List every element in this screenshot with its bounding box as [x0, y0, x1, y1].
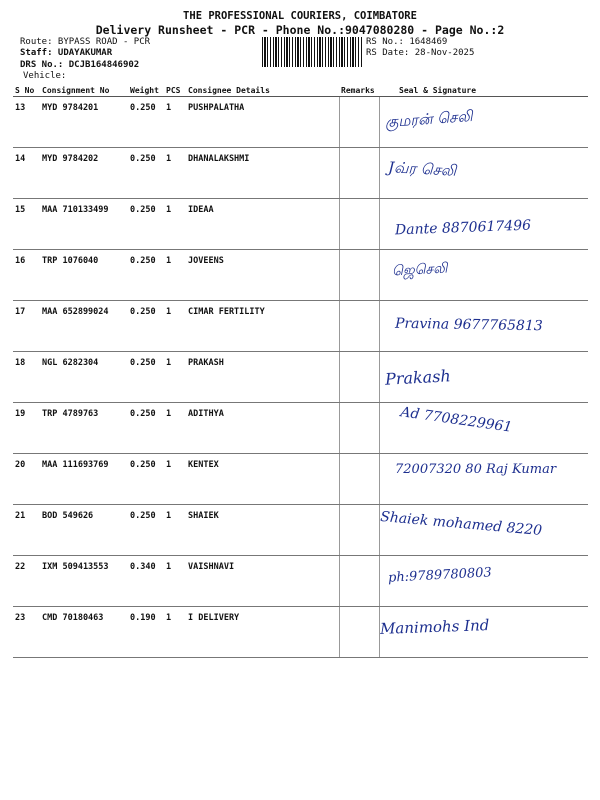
cell-remarks	[339, 148, 379, 199]
cell-weight: 0.250	[128, 148, 164, 199]
cell-weight: 0.250	[128, 301, 164, 352]
cell-remarks	[339, 352, 379, 403]
cell-sno: 19	[13, 403, 40, 454]
barcode	[262, 37, 362, 67]
col-consignee: Consignee Details	[186, 84, 339, 97]
col-remarks: Remarks	[339, 84, 379, 97]
cell-cno: TRP 1076040	[40, 250, 128, 301]
cell-weight: 0.190	[128, 607, 164, 658]
cell-pcs: 1	[164, 556, 186, 607]
cell-consignee: PUSHPALATHA	[186, 97, 339, 148]
handwritten-signature: Ad 7708229961	[399, 404, 514, 436]
company-title: THE PROFESSIONAL COURIERS, COIMBATORE	[183, 10, 417, 22]
cell-weight: 0.250	[128, 199, 164, 250]
cell-remarks	[339, 97, 379, 148]
handwritten-signature: Prakash	[384, 366, 452, 389]
cell-consignee: PRAKASH	[186, 352, 339, 403]
cell-pcs: 1	[164, 250, 186, 301]
cell-cno: MYD 9784201	[40, 97, 128, 148]
cell-cno: MAA 710133499	[40, 199, 128, 250]
cell-consignee: SHAIEK	[186, 505, 339, 556]
table-row	[13, 148, 588, 199]
cell-pcs: 1	[164, 301, 186, 352]
route-info: Route: BYPASS ROAD - PCR	[20, 37, 151, 47]
cell-consignee: IDEAA	[186, 199, 339, 250]
col-consignment: Consignment No	[40, 84, 128, 97]
table-row	[13, 352, 588, 403]
cell-weight: 0.250	[128, 403, 164, 454]
cell-sno: 22	[13, 556, 40, 607]
cell-sno: 13	[13, 97, 40, 148]
cell-weight: 0.250	[128, 250, 164, 301]
cell-weight: 0.250	[128, 454, 164, 505]
cell-cno: NGL 6282304	[40, 352, 128, 403]
cell-consignee: CIMAR FERTILITY	[186, 301, 339, 352]
handwritten-signature: Manimohs Ind	[379, 616, 490, 638]
cell-pcs: 1	[164, 352, 186, 403]
cell-cno: MYD 9784202	[40, 148, 128, 199]
table-row	[13, 556, 588, 607]
drs-number: DRS No.: DCJB164846902	[20, 60, 140, 70]
cell-sno: 20	[13, 454, 40, 505]
table-header	[13, 84, 588, 97]
cell-consignee: KENTEX	[186, 454, 339, 505]
handwritten-signature: குமரன் செலி	[384, 106, 474, 132]
cell-weight: 0.250	[128, 505, 164, 556]
cell-remarks	[339, 199, 379, 250]
cell-consignee: DHANALAKSHMI	[186, 148, 339, 199]
cell-remarks	[339, 250, 379, 301]
cell-consignee: VAISHNAVI	[186, 556, 339, 607]
handwritten-signature: Jவ்ர செலி	[387, 158, 457, 180]
handwritten-signature: Dante 8870617496	[394, 217, 532, 239]
cell-sno: 16	[13, 250, 40, 301]
cell-sno: 17	[13, 301, 40, 352]
table-row	[13, 97, 588, 148]
col-pcs: PCS	[164, 84, 186, 97]
table-row	[13, 250, 588, 301]
col-weight: Weight	[128, 84, 164, 97]
cell-weight: 0.250	[128, 97, 164, 148]
handwritten-signature: Pravina 9677765813	[394, 315, 543, 335]
cell-sno: 21	[13, 505, 40, 556]
table-row	[13, 607, 588, 658]
cell-pcs: 1	[164, 403, 186, 454]
col-signature: Seal & Signature	[379, 84, 588, 97]
runsheet-table	[13, 84, 588, 658]
cell-weight: 0.340	[128, 556, 164, 607]
cell-sno: 18	[13, 352, 40, 403]
col-sno: S No	[13, 84, 40, 97]
cell-remarks	[339, 301, 379, 352]
cell-cno: BOD 549626	[40, 505, 128, 556]
cell-cno: MAA 111693769	[40, 454, 128, 505]
handwritten-signature: ஜெசெலி	[391, 260, 448, 280]
cell-cno: MAA 652899024	[40, 301, 128, 352]
cell-cno: TRP 4789763	[40, 403, 128, 454]
cell-remarks	[339, 454, 379, 505]
cell-pcs: 1	[164, 505, 186, 556]
cell-sno: 14	[13, 148, 40, 199]
cell-pcs: 1	[164, 199, 186, 250]
cell-consignee: I DELIVERY	[186, 607, 339, 658]
runsheet-title: Delivery Runsheet - PCR - Phone No.:9047080280 - Page No.:2	[95, 23, 505, 37]
rs-number: RS No.: 1648469	[366, 37, 448, 47]
cell-cno: CMD 70180463	[40, 607, 128, 658]
cell-consignee: JOVEENS	[186, 250, 339, 301]
cell-sno: 15	[13, 199, 40, 250]
cell-pcs: 1	[164, 148, 186, 199]
handwritten-signature: ph:9789780803	[387, 565, 493, 586]
cell-remarks	[339, 607, 379, 658]
cell-pcs: 1	[164, 454, 186, 505]
cell-pcs: 1	[164, 97, 186, 148]
cell-consignee: ADITHYA	[186, 403, 339, 454]
rs-date: RS Date: 28-Nov-2025	[366, 48, 475, 58]
cell-cno: IXM 509413553	[40, 556, 128, 607]
cell-sno: 23	[13, 607, 40, 658]
handwritten-signature: Shaiek mohamed 8220	[379, 508, 543, 540]
staff-info: Staff: UDAYAKUMAR	[20, 48, 113, 58]
cell-remarks	[339, 505, 379, 556]
cell-remarks	[339, 556, 379, 607]
vehicle-info: Vehicle:	[23, 71, 67, 81]
cell-remarks	[339, 403, 379, 454]
cell-weight: 0.250	[128, 352, 164, 403]
cell-pcs: 1	[164, 607, 186, 658]
handwritten-signature: 72007320 80 Raj Kumar	[395, 462, 557, 477]
